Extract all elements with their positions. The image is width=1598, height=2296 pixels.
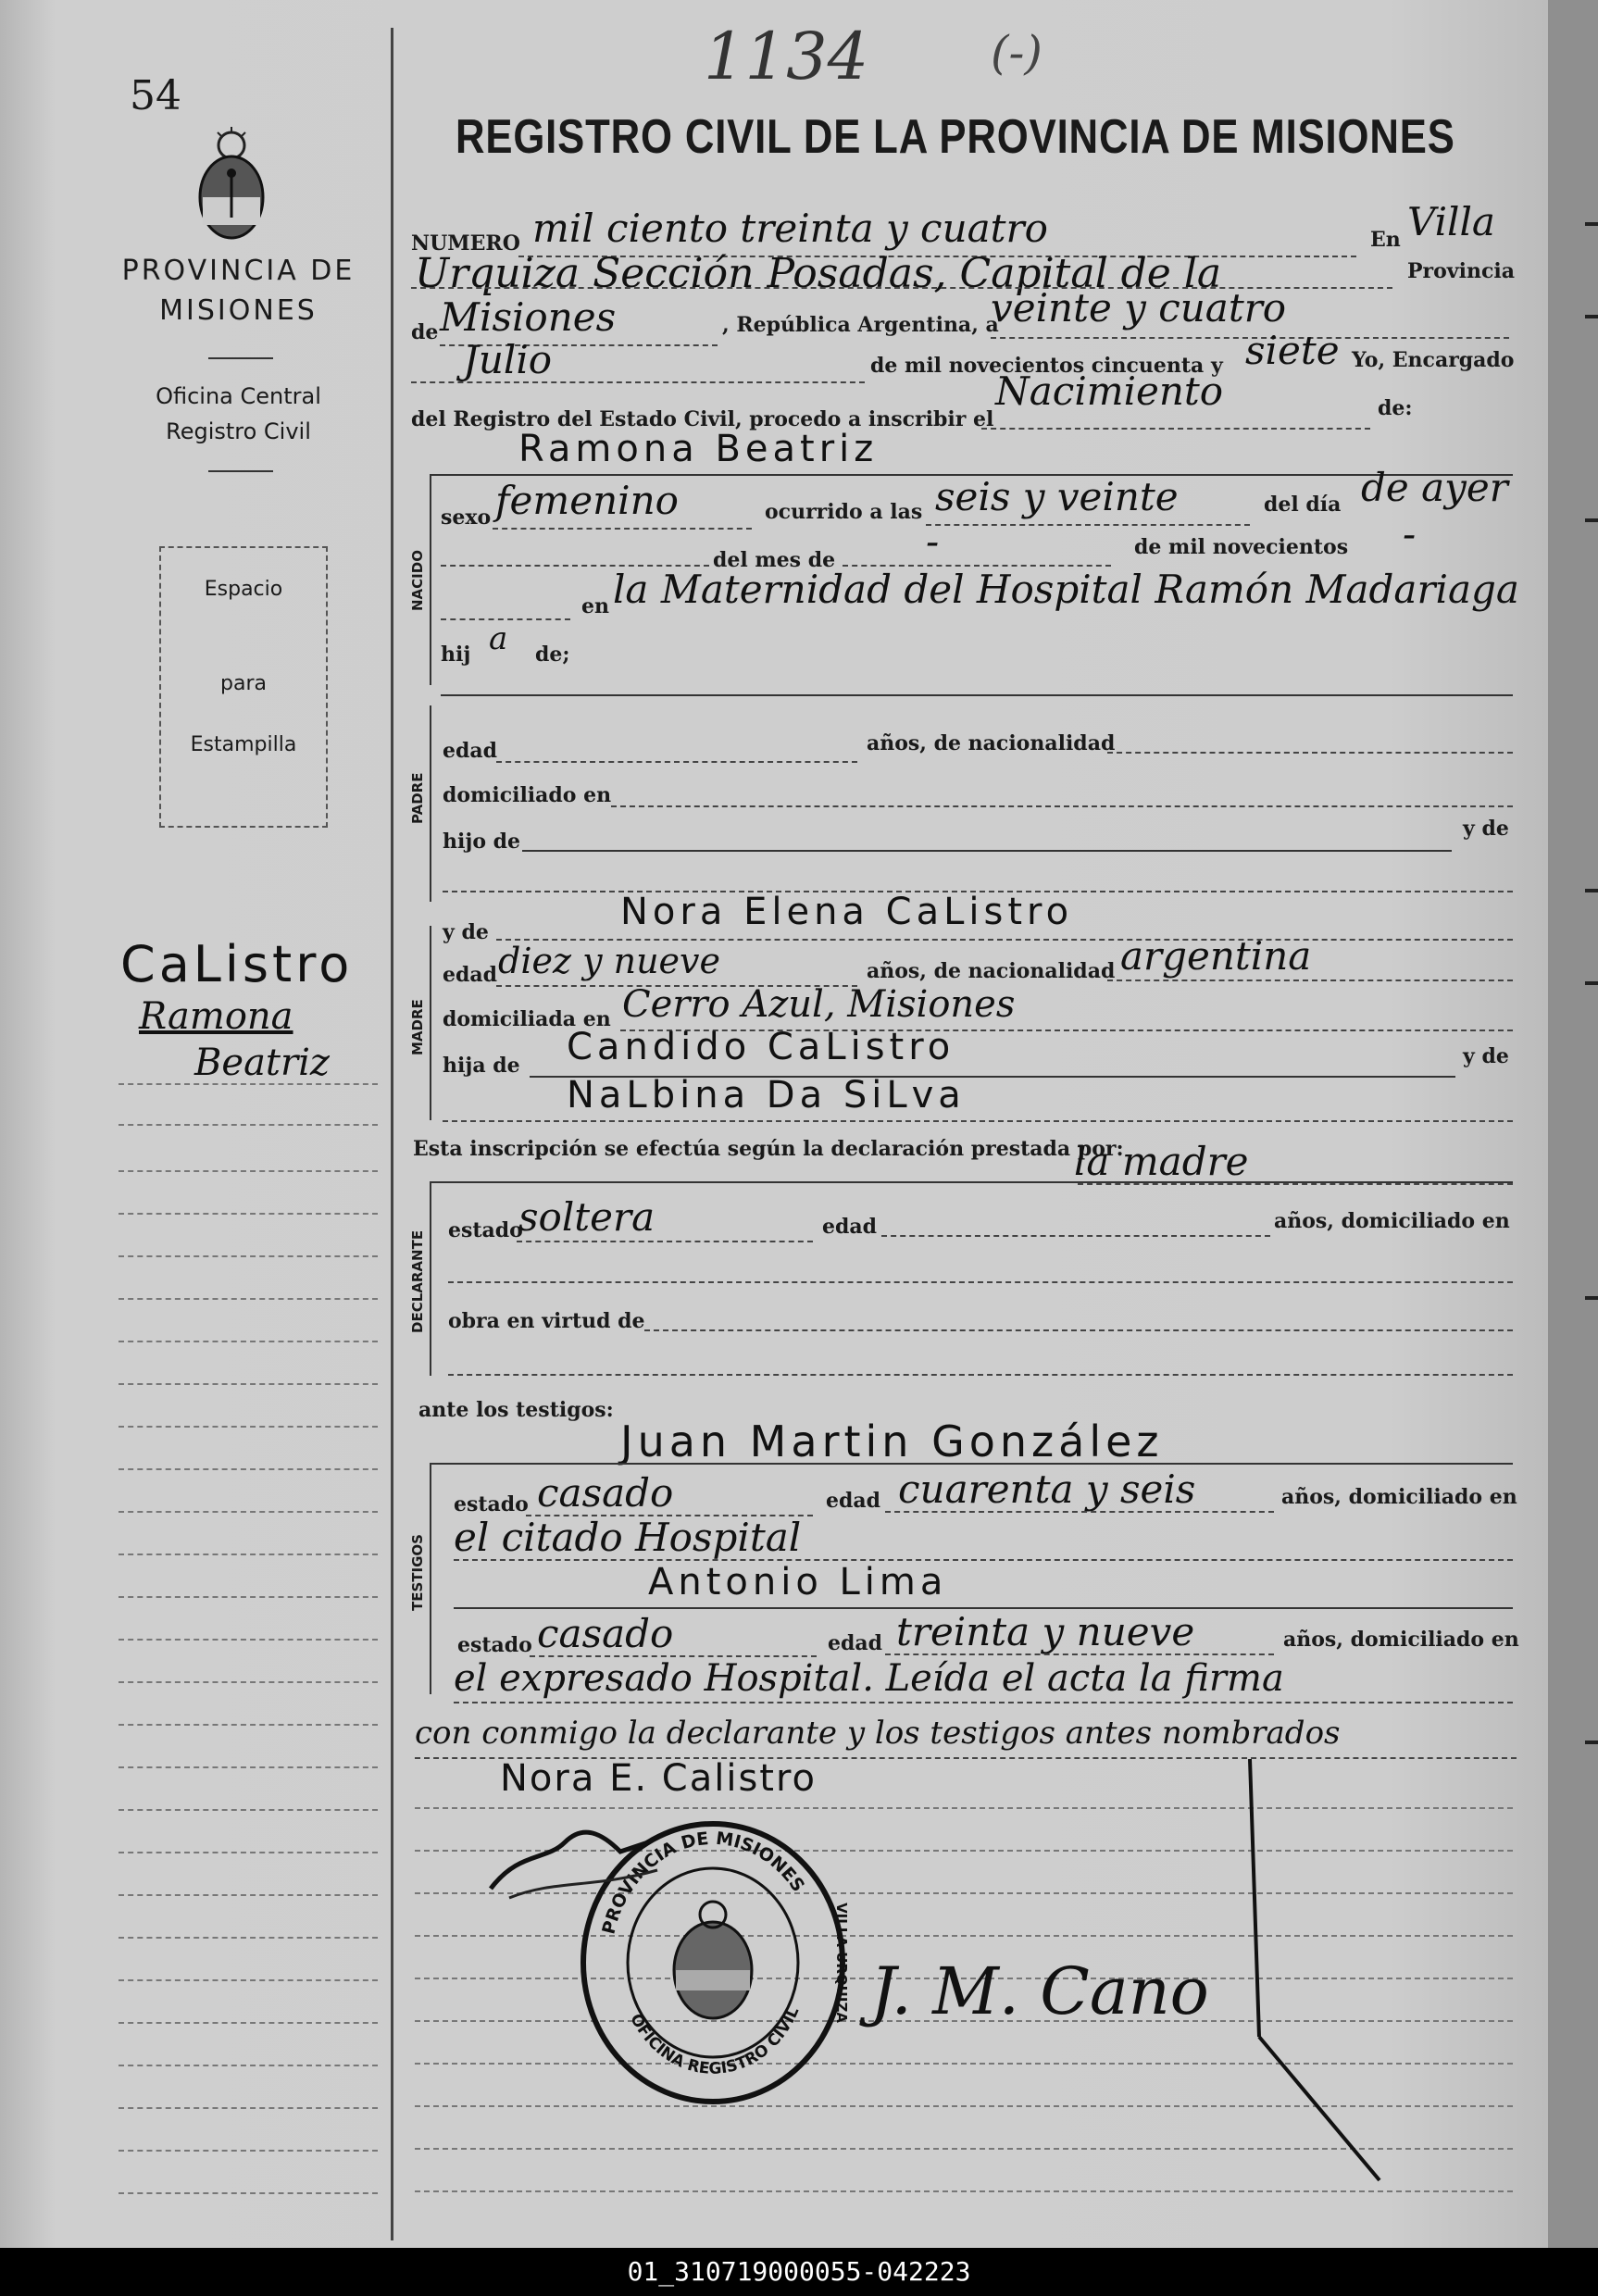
registro-label: del Registro del Estado Civil, procedo a inscribir el <box>411 407 994 431</box>
en-label: En <box>1370 228 1401 252</box>
madre-label: MADRE <box>409 999 426 1055</box>
declarante-domicilio-label: años, domiciliado en <box>1274 1209 1510 1233</box>
witness2-domicilio-label: años, domiciliado en <box>1283 1628 1519 1652</box>
separator <box>208 357 273 359</box>
madre-hija-label: hija de <box>443 1054 520 1078</box>
province-line2: MISIONES <box>159 294 318 327</box>
page-title: REGISTRO CIVIL DE LA PROVINCIA DE MISIONES <box>456 110 1455 164</box>
witness2-name: Antonio Lima <box>648 1561 948 1603</box>
provincia-label: Provincia <box>1407 259 1515 283</box>
day-value: veinte y cuatro <box>991 285 1287 331</box>
witness1-domicilio-label: años, domiciliado en <box>1281 1485 1517 1509</box>
sexo-label: sexo <box>441 505 492 530</box>
madre-y-de-label: y de <box>443 920 489 944</box>
declaracion-value: la madre <box>1074 1139 1249 1184</box>
left-signature <box>481 1815 667 1926</box>
witness1-estado: casado <box>537 1470 674 1516</box>
nacido-label: NACIDO <box>409 550 426 611</box>
act-type: Nacimiento <box>995 368 1224 414</box>
declarante-edad-label: edad <box>822 1215 878 1239</box>
hij-de-label: de; <box>535 643 570 667</box>
de-label: de <box>411 320 439 344</box>
republica-label: , República Argentina, a <box>722 313 999 337</box>
madre-edad-value: diez y nueve <box>498 941 721 981</box>
dia-value: de ayer <box>1361 465 1508 510</box>
witness2-estado: casado <box>537 1611 674 1656</box>
padre-edad-label: edad <box>443 739 498 763</box>
declarante-estado-value: soltera <box>518 1194 655 1240</box>
province-line1: PROVINCIA DE <box>121 255 356 287</box>
madre-name: Nora Elena CaListro <box>620 891 1074 933</box>
stamp-text-2: para <box>220 672 267 695</box>
novecientos-value: - <box>1403 511 1417 556</box>
closing-line-1: el expresado Hospital. Leída el acta la firma <box>454 1657 1284 1700</box>
book-edge <box>1548 0 1598 2248</box>
witness2-edad: treinta y nueve <box>896 1609 1195 1654</box>
ocurrido-label: ocurrido a las <box>765 500 923 524</box>
dia-label: del día <box>1264 493 1342 517</box>
madre-y-de-right: y de <box>1463 1044 1509 1068</box>
place-line1: Villa <box>1407 199 1495 244</box>
padre-nacionalidad-label: años, de nacionalidad <box>867 731 1116 755</box>
witness1-domicilio: el citado Hospital <box>454 1515 802 1560</box>
padre-domiciliado-label: domiciliado en <box>443 783 612 807</box>
testigos-label: ante los testigos: <box>418 1398 614 1422</box>
witness1-estado-label: estado <box>454 1492 529 1516</box>
margin-name-1: Ramona <box>139 995 293 1038</box>
witness1-name: Juan Martin González <box>620 1416 1164 1466</box>
witness2-edad-label: edad <box>828 1631 883 1655</box>
office-line1: Oficina Central <box>156 383 321 409</box>
testigos-section-label: TESTIGOS <box>409 1534 426 1611</box>
stamp-text-3: Estampilla <box>190 733 297 756</box>
mes-label: del mes de <box>713 548 836 572</box>
madre-father: Candido CaListro <box>567 1026 955 1068</box>
hij-label: hij <box>441 643 471 667</box>
padre-hijo-label: hijo de <box>443 830 521 854</box>
child-name: Ramona Beatriz <box>518 428 879 470</box>
margin-name-2: Beatriz <box>194 1042 330 1084</box>
padre-y-de: y de <box>1463 817 1509 841</box>
numero-label: NUMERO <box>411 231 520 256</box>
image-id-footer: 01_310719000055-042223 <box>0 2248 1598 2296</box>
seal-bottom-text: OFICINA REGISTRO CIVIL <box>626 2003 804 2078</box>
novecientos-label: de mil novecientos <box>1134 535 1349 559</box>
madre-edad-label: edad <box>443 963 498 987</box>
year-value: siete <box>1245 328 1340 373</box>
de-colon: de: <box>1378 396 1413 420</box>
column-divider <box>391 28 393 2240</box>
declarante-label: DECLARANTE <box>409 1229 426 1333</box>
folio-number: 54 <box>130 72 181 119</box>
hij-suffix: a <box>489 620 508 657</box>
witness1-edad-label: edad <box>826 1489 881 1513</box>
padre-label: PADRE <box>409 772 426 824</box>
place-line2: Urquiza Sección Posadas, Capital de la <box>415 250 1222 297</box>
province-value: Misiones <box>440 294 617 340</box>
witness2-estado-label: estado <box>457 1633 532 1657</box>
madre-domiciliada-label: domiciliada en <box>443 1007 611 1031</box>
coat-of-arms-icon <box>190 125 273 245</box>
stamp-text-1: Espacio <box>204 578 283 601</box>
month-value: Julio <box>463 337 553 382</box>
seal-right-text: VILLA URQUIZA <box>833 1903 850 2023</box>
madre-mother: NaLbina Da SiLva <box>567 1074 966 1117</box>
margin-surname: CaListro <box>120 935 354 993</box>
acta-annotation: (-) <box>991 26 1042 80</box>
numero-value: mil ciento treinta y cuatro <box>532 206 1048 251</box>
office-line2: Registro Civil <box>166 418 311 444</box>
year-label: de mil novecientos cincuenta y <box>870 354 1223 378</box>
declarant-signature: Nora E. Calistro <box>500 1757 817 1800</box>
declarante-obra-label: obra en virtud de <box>448 1309 645 1333</box>
declaracion-label: Esta inscripción se efectúa según la declaración prestada por: <box>413 1137 1124 1161</box>
declarante-estado-label: estado <box>448 1218 523 1242</box>
lugar-value: la Maternidad del Hospital Ramón Madariaga <box>613 567 1519 612</box>
madre-domicilio-value: Cerro Azul, Misiones <box>622 983 1016 1026</box>
separator <box>208 470 273 472</box>
acta-number: 1134 <box>704 19 869 94</box>
sexo-value: femenino <box>495 478 679 523</box>
nacido-en-label: en <box>581 594 609 618</box>
registrar-signature: J. M. Cano <box>870 1953 1209 2029</box>
madre-nacionalidad-label: años, de nacionalidad <box>867 959 1116 983</box>
signature-flourish <box>1204 1759 1389 2185</box>
closing-line-2: con conmigo la declarante y los testigos antes nombrados <box>415 1715 1341 1752</box>
seal-top-text: PROVINCIA DE MISIONES <box>598 1828 809 1937</box>
witness1-edad: cuarenta y seis <box>898 1466 1196 1512</box>
yo-label: Yo, Encargado <box>1352 348 1515 372</box>
mes-value: - <box>926 518 940 564</box>
madre-nacionalidad-value: argentina <box>1120 933 1312 979</box>
hora-value: seis y veinte <box>935 474 1179 519</box>
